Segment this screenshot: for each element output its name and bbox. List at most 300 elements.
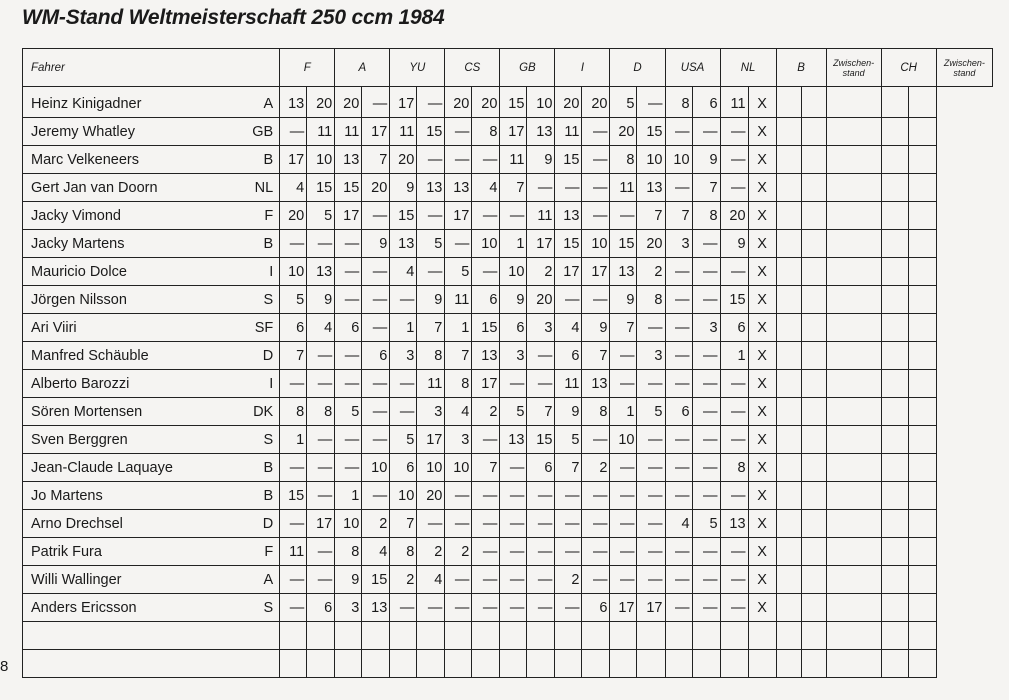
points-cell: 20 — [720, 202, 748, 230]
points-cell: — — [665, 174, 692, 202]
points-cell: — — [692, 258, 720, 286]
points-cell: 17 — [307, 510, 335, 538]
empty-cell — [748, 622, 776, 650]
points-cell: 3 — [665, 230, 692, 258]
points-cell: — — [500, 510, 527, 538]
points-cell: — — [637, 87, 665, 118]
points-cell: 6 — [555, 342, 582, 370]
points-cell: 13 — [720, 510, 748, 538]
empty-cell — [881, 650, 908, 678]
points-cell: 13 — [445, 174, 472, 202]
points-cell: — — [472, 510, 500, 538]
points-cell: 17 — [417, 426, 445, 454]
points-cell: 5 — [500, 398, 527, 426]
empty-cell — [881, 426, 908, 454]
points-cell: 10 — [500, 258, 527, 286]
empty-cell — [776, 454, 801, 482]
points-cell: — — [362, 426, 390, 454]
table-row — [23, 454, 993, 482]
table-row — [23, 118, 993, 146]
points-cell: 8 — [637, 286, 665, 314]
empty-cell — [881, 454, 908, 482]
points-cell: 8 — [335, 538, 362, 566]
empty-cell — [908, 370, 936, 398]
empty-cell — [801, 454, 826, 482]
points-cell: 6 — [500, 314, 527, 342]
empty-cell — [826, 622, 881, 650]
empty-cell — [881, 566, 908, 594]
race-header-nl: NL — [720, 49, 776, 87]
points-cell: 11 — [720, 87, 748, 118]
points-cell: 20 — [362, 174, 390, 202]
points-cell: 15 — [555, 230, 582, 258]
points-cell: 3 — [500, 342, 527, 370]
not-held-marker: X — [748, 482, 776, 510]
points-cell: 17 — [637, 594, 665, 622]
empty-row — [23, 650, 993, 678]
points-cell: — — [665, 342, 692, 370]
points-cell: 6 — [362, 342, 390, 370]
points-cell: — — [362, 286, 390, 314]
points-cell: — — [582, 118, 610, 146]
empty-cell — [801, 398, 826, 426]
points-cell: — — [362, 482, 390, 510]
table-row — [23, 314, 993, 342]
not-held-marker: X — [748, 538, 776, 566]
empty-cell — [881, 146, 908, 174]
empty-cell — [826, 510, 881, 538]
rider-nation: DK — [219, 398, 280, 426]
points-cell: 8 — [307, 398, 335, 426]
rider-nation: SF — [219, 314, 280, 342]
empty-cell — [881, 314, 908, 342]
points-cell: 17 — [555, 258, 582, 286]
empty-cell — [801, 87, 826, 118]
table-row — [23, 398, 993, 426]
empty-cell — [826, 258, 881, 286]
rider-name: Gert Jan van Doorn — [23, 174, 219, 202]
empty-cell — [908, 398, 936, 426]
empty-cell — [692, 650, 720, 678]
empty-cell — [881, 538, 908, 566]
points-cell: — — [582, 566, 610, 594]
points-cell: 2 — [582, 454, 610, 482]
points-cell: 20 — [445, 87, 472, 118]
points-cell: 13 — [472, 342, 500, 370]
points-cell: 6 — [720, 314, 748, 342]
points-cell: 1 — [500, 230, 527, 258]
points-cell: — — [720, 594, 748, 622]
points-cell: 6 — [582, 594, 610, 622]
points-cell: — — [445, 118, 472, 146]
points-cell: — — [390, 370, 417, 398]
points-cell: 3 — [417, 398, 445, 426]
points-cell: 9 — [390, 174, 417, 202]
points-cell: — — [720, 566, 748, 594]
points-cell: 8 — [472, 118, 500, 146]
points-cell: 15 — [280, 482, 307, 510]
empty-cell — [908, 454, 936, 482]
points-cell: 5 — [445, 258, 472, 286]
empty-cell — [801, 118, 826, 146]
rider-name: Jeremy Whatley — [23, 118, 219, 146]
points-cell: 6 — [335, 314, 362, 342]
rider-name: Arno Drechsel — [23, 510, 219, 538]
points-cell: 1 — [610, 398, 637, 426]
not-held-marker: X — [748, 566, 776, 594]
empty-cell — [908, 510, 936, 538]
points-cell: — — [637, 482, 665, 510]
points-cell: 7 — [445, 342, 472, 370]
points-cell: — — [500, 202, 527, 230]
empty-cell — [826, 87, 881, 118]
empty-cell — [776, 650, 801, 678]
points-cell: 17 — [582, 258, 610, 286]
empty-cell — [826, 146, 881, 174]
empty-cell — [908, 118, 936, 146]
empty-cell — [748, 650, 776, 678]
empty-cell — [801, 538, 826, 566]
empty-cell — [908, 314, 936, 342]
points-cell: — — [582, 202, 610, 230]
not-held-marker: X — [748, 230, 776, 258]
table-row — [23, 146, 993, 174]
points-cell: 13 — [417, 174, 445, 202]
points-cell: 9 — [610, 286, 637, 314]
points-cell: 7 — [362, 146, 390, 174]
empty-cell — [776, 538, 801, 566]
empty-cell — [23, 622, 219, 650]
points-cell: — — [390, 398, 417, 426]
points-cell: — — [665, 258, 692, 286]
empty-cell — [826, 538, 881, 566]
points-cell: — — [417, 87, 445, 118]
points-cell: 9 — [582, 314, 610, 342]
points-cell: — — [417, 594, 445, 622]
points-cell: 20 — [582, 87, 610, 118]
rider-name: Willi Wallinger — [23, 566, 219, 594]
rider-name: Heinz Kinigadner — [23, 87, 219, 118]
points-cell: — — [665, 538, 692, 566]
points-cell: 15 — [307, 174, 335, 202]
empty-cell — [908, 230, 936, 258]
empty-cell — [776, 482, 801, 510]
empty-cell — [881, 87, 908, 118]
points-cell: 20 — [307, 87, 335, 118]
points-cell: 15 — [555, 146, 582, 174]
points-cell: 17 — [472, 370, 500, 398]
empty-cell — [881, 342, 908, 370]
race-header-b: B — [776, 49, 826, 87]
empty-cell — [881, 202, 908, 230]
empty-cell — [908, 146, 936, 174]
points-cell: — — [472, 566, 500, 594]
points-cell: — — [417, 258, 445, 286]
empty-cell — [826, 286, 881, 314]
empty-cell — [881, 594, 908, 622]
points-cell: 15 — [417, 118, 445, 146]
points-cell: — — [692, 342, 720, 370]
points-cell: — — [720, 426, 748, 454]
points-cell: — — [280, 510, 307, 538]
points-cell: 8 — [692, 202, 720, 230]
empty-cell — [908, 87, 936, 118]
empty-cell — [335, 622, 362, 650]
points-cell: — — [445, 510, 472, 538]
points-cell: — — [637, 426, 665, 454]
rider-nation: A — [219, 87, 280, 118]
empty-row — [23, 622, 993, 650]
points-cell: — — [637, 370, 665, 398]
rider-nation: GB — [219, 118, 280, 146]
points-cell: — — [280, 454, 307, 482]
points-cell: 10 — [582, 230, 610, 258]
not-held-marker: X — [748, 398, 776, 426]
empty-cell — [801, 482, 826, 510]
empty-cell — [826, 314, 881, 342]
empty-cell — [881, 482, 908, 510]
empty-cell — [417, 622, 445, 650]
points-cell: 7 — [280, 342, 307, 370]
empty-cell — [776, 87, 801, 118]
points-cell: — — [307, 566, 335, 594]
points-cell: 5 — [417, 230, 445, 258]
table-row — [23, 87, 993, 118]
points-cell: 7 — [417, 314, 445, 342]
empty-cell — [908, 286, 936, 314]
empty-cell — [908, 258, 936, 286]
points-cell: 11 — [335, 118, 362, 146]
points-cell: 10 — [637, 146, 665, 174]
points-cell: — — [472, 426, 500, 454]
empty-cell — [280, 622, 307, 650]
points-cell: — — [692, 398, 720, 426]
empty-cell — [908, 342, 936, 370]
empty-cell — [665, 650, 692, 678]
points-cell: — — [665, 118, 692, 146]
points-cell: — — [417, 146, 445, 174]
points-cell: 13 — [637, 174, 665, 202]
points-cell: 2 — [362, 510, 390, 538]
points-cell: — — [692, 454, 720, 482]
empty-cell — [776, 566, 801, 594]
points-cell: — — [362, 370, 390, 398]
points-cell: 15 — [720, 286, 748, 314]
empty-cell — [776, 594, 801, 622]
points-cell: 20 — [637, 230, 665, 258]
points-cell: 2 — [417, 538, 445, 566]
points-cell: 6 — [307, 594, 335, 622]
points-cell: 3 — [692, 314, 720, 342]
points-cell: 15 — [610, 230, 637, 258]
points-cell: 3 — [637, 342, 665, 370]
points-cell: 8 — [280, 398, 307, 426]
empty-cell — [826, 650, 881, 678]
points-cell: — — [445, 594, 472, 622]
empty-cell — [776, 230, 801, 258]
empty-cell — [692, 622, 720, 650]
points-cell: 8 — [417, 342, 445, 370]
points-cell: 2 — [555, 566, 582, 594]
points-cell: — — [692, 230, 720, 258]
empty-cell — [908, 482, 936, 510]
not-held-marker: X — [748, 286, 776, 314]
empty-cell — [881, 174, 908, 202]
empty-cell — [555, 622, 582, 650]
empty-cell — [555, 650, 582, 678]
empty-cell — [776, 342, 801, 370]
points-cell: — — [610, 202, 637, 230]
points-cell: 9 — [720, 230, 748, 258]
points-cell: 3 — [335, 594, 362, 622]
points-cell: 7 — [390, 510, 417, 538]
points-cell: 1 — [280, 426, 307, 454]
empty-cell — [881, 286, 908, 314]
points-cell: — — [637, 314, 665, 342]
rider-nation: A — [219, 566, 280, 594]
table-row — [23, 370, 993, 398]
points-cell: 17 — [445, 202, 472, 230]
rider-name: Sven Berggren — [23, 426, 219, 454]
points-cell: 6 — [280, 314, 307, 342]
points-cell: — — [582, 146, 610, 174]
points-cell: — — [390, 594, 417, 622]
points-cell: 2 — [527, 258, 555, 286]
points-cell: 9 — [417, 286, 445, 314]
points-cell: 15 — [390, 202, 417, 230]
points-cell: — — [555, 482, 582, 510]
points-cell: 7 — [472, 454, 500, 482]
points-cell: 9 — [500, 286, 527, 314]
points-cell: 10 — [445, 454, 472, 482]
empty-cell — [908, 202, 936, 230]
points-cell: 10 — [307, 146, 335, 174]
points-cell: 10 — [362, 454, 390, 482]
points-cell: 7 — [582, 342, 610, 370]
race-header-i: I — [555, 49, 610, 87]
empty-cell — [776, 174, 801, 202]
points-cell: 9 — [692, 146, 720, 174]
empty-cell — [720, 622, 748, 650]
points-cell: — — [637, 454, 665, 482]
points-cell: — — [665, 286, 692, 314]
rider-nation: F — [219, 538, 280, 566]
points-cell: 8 — [445, 370, 472, 398]
points-cell: 15 — [335, 174, 362, 202]
points-cell: 6 — [692, 87, 720, 118]
not-held-marker: X — [748, 258, 776, 286]
points-cell: — — [610, 566, 637, 594]
empty-cell — [801, 650, 826, 678]
standings-table — [22, 48, 993, 678]
points-cell: 11 — [307, 118, 335, 146]
points-cell: — — [582, 286, 610, 314]
empty-cell — [776, 202, 801, 230]
points-cell: 9 — [335, 566, 362, 594]
points-cell: — — [582, 482, 610, 510]
empty-cell — [801, 146, 826, 174]
points-cell: — — [555, 594, 582, 622]
empty-cell — [826, 370, 881, 398]
empty-cell — [776, 258, 801, 286]
points-cell: — — [527, 594, 555, 622]
points-cell: — — [472, 146, 500, 174]
points-cell: — — [472, 482, 500, 510]
points-cell: — — [720, 538, 748, 566]
points-cell: — — [692, 426, 720, 454]
points-cell: — — [527, 482, 555, 510]
points-cell: 20 — [335, 87, 362, 118]
not-held-marker: X — [748, 87, 776, 118]
points-cell: 3 — [445, 426, 472, 454]
points-cell: — — [720, 146, 748, 174]
points-cell: 8 — [390, 538, 417, 566]
empty-cell — [801, 174, 826, 202]
empty-cell — [219, 650, 280, 678]
not-held-marker: X — [748, 174, 776, 202]
points-cell: 15 — [637, 118, 665, 146]
empty-cell — [445, 650, 472, 678]
points-cell: — — [555, 538, 582, 566]
points-cell: 9 — [527, 146, 555, 174]
empty-cell — [776, 118, 801, 146]
rider-name: Sören Mortensen — [23, 398, 219, 426]
empty-cell — [23, 650, 219, 678]
points-cell: — — [665, 482, 692, 510]
intermediate-standing-header: Zwischen-stand — [826, 49, 881, 87]
points-cell: 15 — [472, 314, 500, 342]
points-cell: — — [335, 286, 362, 314]
empty-cell — [881, 398, 908, 426]
points-cell: 4 — [417, 566, 445, 594]
points-cell: 6 — [390, 454, 417, 482]
table-row — [23, 426, 993, 454]
points-cell: — — [527, 510, 555, 538]
empty-cell — [776, 286, 801, 314]
points-cell: 5 — [390, 426, 417, 454]
points-cell: — — [582, 426, 610, 454]
points-cell: 9 — [555, 398, 582, 426]
empty-cell — [500, 650, 527, 678]
empty-cell — [826, 342, 881, 370]
empty-cell — [801, 342, 826, 370]
points-cell: — — [720, 118, 748, 146]
points-cell: — — [637, 566, 665, 594]
table-row — [23, 174, 993, 202]
points-cell: — — [527, 342, 555, 370]
points-cell: 1 — [390, 314, 417, 342]
points-cell: — — [445, 482, 472, 510]
empty-cell — [637, 650, 665, 678]
points-cell: — — [445, 230, 472, 258]
points-cell: — — [307, 426, 335, 454]
table-row — [23, 482, 993, 510]
points-cell: — — [610, 510, 637, 538]
points-cell: 13 — [335, 146, 362, 174]
empty-cell — [826, 118, 881, 146]
empty-cell — [881, 258, 908, 286]
points-cell: — — [307, 454, 335, 482]
race-header-d: D — [610, 49, 665, 87]
points-cell: — — [610, 342, 637, 370]
rider-name: Anders Ericsson — [23, 594, 219, 622]
rider-name: Ari Viiri — [23, 314, 219, 342]
points-cell: — — [280, 118, 307, 146]
points-cell: 17 — [527, 230, 555, 258]
points-cell: — — [582, 510, 610, 538]
empty-cell — [826, 230, 881, 258]
points-cell: — — [362, 202, 390, 230]
